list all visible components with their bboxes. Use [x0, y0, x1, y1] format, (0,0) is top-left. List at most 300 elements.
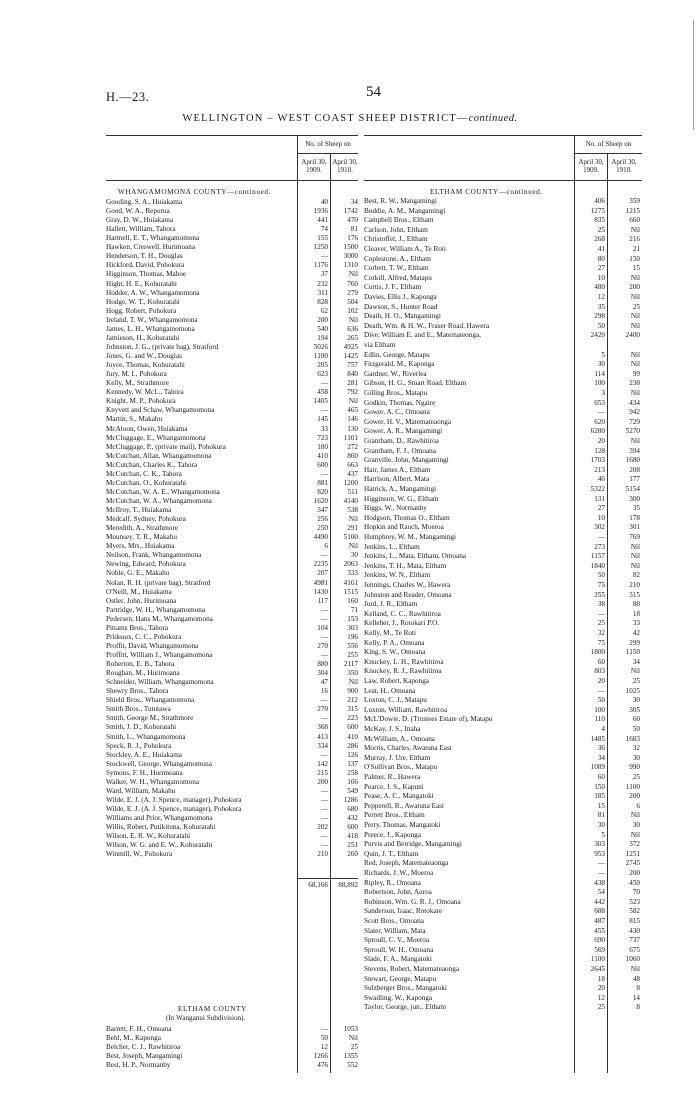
col-group-left: No. of Sheep on	[305, 140, 351, 148]
sheep-count-1910: 70	[632, 888, 640, 897]
table-row	[364, 495, 640, 504]
sheep-count-1910: 291	[347, 524, 358, 533]
owner-name: Smith, George M., Strathmore	[106, 714, 194, 723]
sheep-count-1909: 1100	[590, 955, 605, 964]
sheep-count-1910: 372	[629, 840, 640, 849]
sheep-count-1909: 1936	[313, 207, 328, 216]
owner-name: McCutchan, O., Kohuratahi	[106, 478, 187, 487]
table-row	[364, 514, 640, 523]
sheep-count-1910: 504	[347, 297, 358, 306]
sheep-count-1910: 5100	[343, 533, 358, 542]
owner-name: Hickford, David, Pohokura	[106, 261, 185, 270]
sheep-count-1910: 178	[629, 513, 640, 522]
sheep-count-1909: 620	[594, 417, 605, 426]
table-row	[364, 418, 640, 427]
sheep-count-1909: 200	[317, 315, 328, 324]
section-eltham: ELTHAM COUNTY	[178, 1005, 247, 1013]
sheep-count-1909: —	[320, 805, 328, 814]
owner-name: Symons, F. H., Hurimoana	[106, 768, 183, 777]
owner-name: Jones, G. and W., Douglas	[106, 352, 182, 361]
sheep-count-1910: 792	[347, 388, 358, 397]
owner-name: Jury, M. I., Pohokura	[106, 370, 167, 379]
table-row	[106, 633, 358, 642]
sheep-count-1910: 359	[629, 197, 640, 205]
owner-name: Kelly, M., Strathmore	[106, 379, 169, 388]
table-row	[106, 452, 358, 461]
sheep-count-1909: 413	[317, 732, 328, 741]
table-row	[106, 343, 358, 352]
sheep-count-1909: 50	[597, 571, 605, 580]
sheep-count-1909: 1250	[313, 243, 328, 252]
sheep-count-1910: 769	[629, 533, 640, 541]
sheep-count-1909: 75	[597, 638, 605, 647]
sheep-count-1909: 200	[317, 777, 328, 786]
sheep-count-1909: 953	[594, 849, 605, 858]
owner-name: via Eltham	[364, 341, 396, 349]
table-row	[106, 705, 358, 714]
col-1910-left: April 30, 1910.	[332, 158, 358, 174]
sheep-count-1909: 1275	[590, 206, 605, 215]
sheep-count-1909: —	[320, 696, 328, 705]
owner-name: Stockley, A. E., Huiakama	[106, 750, 182, 759]
owner-name: Ireland, T. W., Whangamomona	[106, 315, 198, 324]
sheep-count-1910: 1742	[343, 207, 358, 216]
sheep-count-1910: 315	[347, 705, 358, 714]
owner-name: Roughan, M., Hurimoana	[106, 669, 180, 678]
sheep-count-1910: 1200	[343, 478, 358, 487]
owner-name: Pedersen, Hans M., Whangamomona	[106, 614, 213, 623]
sheep-count-1909: 600	[317, 460, 328, 469]
total-1910: 88,892	[338, 881, 358, 889]
sheep-count-1909: —	[320, 551, 328, 560]
sheep-count-1910: 410	[347, 732, 358, 741]
owner-name: Smith Bros., Tututawa	[106, 705, 171, 714]
sheep-count-1910: 210	[629, 581, 640, 589]
sheep-count-1910: 552	[347, 1061, 358, 1070]
table-row	[106, 624, 358, 633]
sheep-count-1910: 14	[632, 993, 640, 1002]
page-title-main: WELLINGTON – WEST COAST SHEEP DISTRICT—	[182, 113, 469, 124]
sheep-count-1910: 757	[347, 361, 358, 370]
table-row	[106, 461, 358, 470]
sheep-count-1909: 441	[317, 216, 328, 225]
owner-name: Davies, Ellis J., Kaponga	[364, 293, 437, 301]
owner-name: Slater, William, Mata	[364, 926, 426, 935]
sheep-count-1909: 194	[317, 333, 328, 342]
owner-name: Schneider, William, Whangamomona	[106, 678, 214, 687]
owner-name: McIlroy, T., Huiakama	[106, 506, 172, 515]
sheep-count-1909: 5	[601, 350, 605, 359]
sheep-count-1909: 1100	[313, 352, 328, 361]
sheep-count-1910: 137	[347, 759, 358, 768]
sheep-count-1909: 688	[594, 907, 605, 916]
sheep-count-1910: Nil	[630, 542, 640, 551]
owner-name: Higginson, Thomas, Mahoe	[106, 270, 187, 279]
sheep-count-1909: 131	[594, 494, 605, 503]
table-row	[106, 787, 358, 796]
table-row	[364, 351, 640, 360]
sheep-count-1910: 212	[347, 696, 358, 705]
table-row	[106, 479, 358, 488]
owner-name: Knuckey, R. J., Rawhitiroa	[364, 667, 442, 676]
sheep-count-1910: Nil	[630, 389, 640, 397]
owner-name: Henderson, T. H., Douglas	[106, 252, 183, 261]
owner-name: Proffitt, William J., Whangamomona	[106, 651, 213, 659]
sheep-count-1909: 185	[594, 792, 605, 801]
owner-name: Ostler, John, Hurimoana	[106, 596, 177, 605]
table-row	[106, 760, 358, 769]
owner-name: Behl, M., Kaponga	[106, 1034, 161, 1043]
owner-name: McCluggage, P., (private mail), Pohokura	[106, 442, 226, 451]
owner-name: McCluggage, E., Whangamomona	[106, 433, 206, 442]
sheep-count-1910: 511	[347, 487, 358, 496]
sheep-count-1910: 2400	[625, 331, 640, 340]
sheep-count-1910: Nil	[348, 542, 358, 551]
sheep-count-1909: 74	[320, 225, 328, 234]
owner-name: James, L. H., Whangamomona	[106, 324, 195, 333]
table-row	[364, 370, 640, 379]
owner-name: Death, Wm. & H. W., Fraser Road, Hawera	[364, 321, 490, 330]
table-row	[364, 696, 640, 705]
sheep-count-1909: 4490	[313, 533, 328, 542]
sheep-count-1909: 368	[317, 723, 328, 732]
table-row	[106, 243, 358, 252]
table-row	[106, 687, 358, 696]
sheep-count-1909: 256	[317, 515, 328, 524]
table-row	[106, 714, 358, 723]
sheep-count-1910: Nil	[630, 350, 640, 359]
sheep-count-1909: 41	[597, 245, 605, 253]
sheep-count-1910: 1500	[343, 243, 358, 252]
sheep-count-1910: 272	[347, 442, 358, 451]
owner-name: Jenkins, W. N., Eltham	[364, 571, 431, 580]
table-row	[364, 485, 640, 494]
sheep-count-1910: 301	[629, 523, 640, 532]
sheep-count-1909: 100	[594, 705, 605, 714]
sheep-count-1910: 523	[629, 897, 640, 906]
sheep-count-1909: 268	[594, 235, 605, 244]
owner-name: Wilson, W. G. and E. W., Kohuratahi	[106, 841, 213, 850]
owner-name: Jenkins, L., Eltham	[364, 542, 420, 551]
owner-name: Luxton, William, Rawhitiroa	[364, 705, 448, 714]
sheep-count-1909: 480	[594, 283, 605, 292]
table-row	[106, 742, 358, 751]
sheep-count-1909: —	[320, 814, 328, 823]
table-row	[106, 733, 358, 742]
sheep-count-1909: 880	[317, 660, 328, 669]
sheep-count-1910: 1150	[625, 648, 640, 657]
sheep-count-1910: 30	[350, 551, 358, 560]
table-row	[106, 352, 358, 361]
owner-name: Gardner, W., Riverlea	[364, 369, 427, 378]
owner-name: McCutchan, W. A. E., Whangamomona	[106, 487, 220, 496]
table-row	[106, 415, 358, 424]
owner-name: Newing, Edward, Pohokura	[106, 560, 186, 569]
sheep-count-1910: 30	[632, 753, 640, 762]
sheep-count-1910: 418	[347, 832, 358, 841]
table-row	[364, 898, 640, 907]
owner-name: Roberton, E. B., Tahora	[106, 660, 175, 669]
table-row	[364, 917, 640, 926]
owner-name: McAloon, Owen, Huiakama	[106, 424, 188, 433]
owner-name: Christoffel, J., Eltham	[364, 235, 428, 244]
table-row	[364, 543, 640, 552]
sheep-count-1909: 690	[594, 936, 605, 945]
sheep-count-1910: 260	[347, 850, 358, 859]
sheep-count-1910: 71	[350, 605, 358, 614]
table-row	[364, 341, 640, 350]
sheep-count-1910: 1060	[625, 955, 640, 964]
sheep-count-1910: 33	[632, 619, 640, 628]
owner-name: Wilde, E. J. (A. J. Spence, manager), Pohokura	[106, 805, 242, 814]
table-row	[106, 234, 358, 243]
sheep-count-1910: 1310	[343, 261, 358, 270]
owner-name: Cleaver, William A., Te Roti	[364, 245, 446, 253]
sheep-count-1909: 46	[597, 475, 605, 484]
owner-name: Gilling Bros., Matapu	[364, 389, 428, 397]
sheep-count-1909: 81	[597, 811, 605, 820]
owner-name: Perry, Thomas, Mangatoki	[364, 821, 441, 829]
sheep-count-1909: 142	[317, 759, 328, 768]
table-row	[364, 581, 640, 590]
owner-name: Perrett Bros., Eltham	[364, 811, 425, 820]
table-row	[364, 706, 640, 715]
sheep-count-1910: 3000	[343, 252, 358, 261]
table-row	[106, 397, 358, 406]
owner-name: Good, W. A., Reporua	[106, 207, 170, 216]
owner-name: Johnston, J. G., (private bag), Stratford	[106, 342, 219, 351]
owner-name: Speck, R. J., Pohokura	[106, 741, 172, 750]
owner-name: Partridge, W. H., Whangamomona	[106, 605, 206, 614]
sheep-count-1909: 334	[317, 741, 328, 750]
table-row	[106, 1061, 358, 1070]
sheep-count-1909: 4	[601, 725, 605, 733]
sheep-count-1910: 860	[347, 451, 358, 460]
sheep-count-1910: 4161	[343, 578, 358, 587]
sheep-count-1909: 16	[320, 687, 328, 696]
owner-name: Slade, F. A., Mangatoki	[364, 955, 432, 964]
sheep-count-1909: 18	[597, 974, 605, 983]
sheep-count-1910: 8	[636, 1003, 640, 1012]
sheep-count-1910: 660	[629, 216, 640, 225]
sheep-count-1910: 258	[347, 768, 358, 777]
sheep-count-1909: 207	[317, 569, 328, 578]
sheep-count-1909: 110	[594, 715, 605, 724]
owner-name: Stewart, George, Matapu	[364, 974, 437, 983]
sheep-count-1910: 299	[629, 638, 640, 647]
table-row	[106, 280, 358, 289]
owner-name: Gibson, H. G., Stuart Road, Eltham	[364, 379, 467, 388]
sheep-count-1909: 128	[594, 446, 605, 455]
table-row	[364, 994, 640, 1003]
sheep-count-1910: Nil	[630, 811, 640, 820]
sheep-count-1910: Nil	[348, 270, 358, 279]
table-row	[364, 783, 640, 792]
sheep-count-1910: 1215	[625, 206, 640, 215]
table-row	[364, 965, 640, 974]
sheep-count-1910: 34	[350, 198, 358, 206]
owner-name: McCutchan, Charles K., Tahora	[106, 460, 198, 469]
table-row	[364, 226, 640, 235]
sheep-count-1909: 50	[597, 696, 605, 705]
owner-name: Jenkins, T. H., Mata, Eltham	[364, 561, 447, 570]
sheep-count-1910: Nil	[630, 667, 640, 676]
sheep-count-1909: 232	[317, 279, 328, 288]
sheep-count-1910: 251	[347, 841, 358, 850]
table-row	[364, 907, 640, 916]
table-row	[106, 1034, 358, 1043]
sheep-count-1910: 430	[629, 926, 640, 935]
sheep-count-1909: 205	[317, 361, 328, 370]
sheep-count-1909: 5026	[313, 342, 328, 351]
table-row	[106, 225, 358, 234]
sheep-count-1910: 25	[632, 677, 640, 685]
sheep-count-1910: 815	[629, 917, 640, 925]
sheep-count-1909: —	[320, 841, 328, 850]
sheep-count-1909: 476	[317, 1061, 328, 1070]
table-row	[364, 437, 640, 446]
owner-name: McKay, J. S., Inaha	[364, 725, 421, 733]
sheep-count-1910: 1101	[343, 433, 358, 442]
table-row	[364, 648, 640, 657]
table-row	[106, 805, 358, 814]
table-row	[106, 1043, 358, 1052]
sheep-count-1909: 1157	[590, 552, 605, 561]
owner-name: Curtis, J. F., Eltham	[364, 283, 422, 292]
sheep-count-1909: 25	[597, 1003, 605, 1012]
sheep-count-1910: 1053	[343, 1025, 358, 1033]
table-row	[364, 274, 640, 283]
sheep-count-1909: —	[320, 614, 328, 623]
table-row	[364, 303, 640, 312]
owner-name: Wilson, E. R. W., Kohuratahi	[106, 832, 191, 841]
sheep-count-1909: 2645	[590, 965, 605, 973]
sheep-count-1910: 200	[629, 792, 640, 801]
sheep-count-1909: 145	[317, 415, 328, 424]
sheep-count-1910: 1286	[343, 795, 358, 804]
table-row	[364, 754, 640, 763]
owner-name: Hartnell, E. T., Whangamomona	[106, 234, 200, 243]
table-row	[106, 832, 358, 841]
owner-name: Fitzgerald, M., Kaponga	[364, 360, 435, 369]
section-whangamomona: WHANGAMOMONA COUNTY—continued.	[118, 188, 271, 196]
sheep-count-1909: 723	[317, 433, 328, 442]
owner-name: Pearce, J. S., Kapuni	[364, 782, 424, 791]
owner-name: Sproull, W. H., Omoana	[364, 945, 434, 954]
col-1909-left: April 30, 1909.	[301, 158, 327, 174]
owner-name: Richards, J. W., Moeroa	[364, 869, 434, 877]
sheep-count-1910: 18	[632, 609, 640, 618]
owner-name: Proffit, David, Whangamomona	[106, 641, 199, 650]
sheep-count-1909: 80	[597, 254, 605, 263]
table-row	[364, 312, 640, 321]
sheep-count-1909: 150	[594, 782, 605, 791]
table-row	[364, 235, 640, 244]
page-number: 54	[366, 84, 381, 100]
owner-name: Jennings, Charles W., Hawera	[364, 581, 451, 589]
sheep-count-1910: 153	[347, 614, 358, 623]
table-row	[106, 252, 358, 261]
sheep-count-1909: 3	[601, 389, 605, 397]
owner-name: Williams and Prior, Whangamomona	[106, 814, 213, 823]
owner-name: Granville, John, Mangamingi	[364, 456, 449, 465]
sheep-count-1909: 4981	[313, 578, 328, 587]
owner-name: Myers, Mrs., Huiakama	[106, 542, 175, 551]
table-row	[106, 425, 358, 434]
table-row	[106, 370, 358, 379]
owner-name: Boddie, A. M., Mangamingi	[364, 206, 446, 215]
sheep-count-1909: —	[597, 859, 605, 868]
table-row	[106, 198, 358, 207]
owner-name: Pease, A. C., Mangatoki	[364, 792, 434, 801]
owner-name: Gooding, S. A., Huiakama	[106, 198, 183, 206]
owner-name: Pepperell, R., Awatuna East	[364, 801, 444, 810]
sheep-count-1910: 1025	[625, 686, 640, 695]
sheep-count-1909: 37	[320, 270, 328, 279]
table-row	[106, 1052, 358, 1061]
owner-name: Pittams Bros., Tahora	[106, 623, 169, 632]
table-row	[106, 470, 358, 479]
section-eltham-subdivision: (In Wanganui Subdivision).	[166, 1014, 246, 1022]
sheep-count-1910: 50	[632, 725, 640, 733]
owner-name: Luxton, C. J., Matapu	[364, 696, 427, 705]
table-row	[364, 840, 640, 849]
table-row	[364, 677, 640, 686]
sheep-count-1910: 315	[629, 590, 640, 599]
sheep-count-1909: —	[320, 832, 328, 841]
sheep-count-1910: Nil	[630, 225, 640, 234]
sheep-count-1909: —	[597, 408, 605, 417]
sheep-count-1910: 305	[629, 705, 640, 714]
owner-name: Purvis and Berridge, Mangamingi	[364, 840, 462, 849]
owner-name: McCutchan, W. A., Whangamomona	[106, 496, 212, 505]
sheep-count-1910: 1425	[343, 352, 358, 361]
table-row	[106, 497, 358, 506]
sheep-count-1909: 27	[597, 264, 605, 273]
owner-name: Jurd, J. R., Eltham	[364, 600, 418, 609]
sheep-count-1909: 1840	[590, 561, 605, 570]
sheep-count-1910: 176	[347, 234, 358, 243]
table-row	[364, 610, 640, 619]
sheep-count-1910: 265	[347, 333, 358, 342]
sheep-count-1909: 487	[594, 917, 605, 925]
sheep-count-1909: 100	[594, 379, 605, 388]
rule-head-right	[364, 180, 642, 181]
owner-name: Dive, William E. and E., Matemateonga,	[364, 331, 481, 340]
table-row	[364, 562, 640, 571]
owner-name: Kelly, P. A., Omoana	[364, 638, 425, 647]
sheep-count-1910: 300	[629, 494, 640, 503]
sheep-count-1909: —	[320, 750, 328, 759]
sheep-count-1909: —	[320, 469, 328, 478]
table-row	[106, 579, 358, 588]
sheep-count-1910: Nil	[630, 552, 640, 561]
sheep-count-1909: 311	[317, 288, 328, 297]
owner-name: McCutchan, Allan, Whangamomona	[106, 451, 212, 460]
owner-name: Quin, J. T., Eltham	[364, 849, 419, 858]
owner-name: Hogg, Robert, Pohokura	[106, 306, 177, 315]
sheep-count-1909: 215	[317, 768, 328, 777]
owner-name: Higginson, W. G., Eltham	[364, 494, 439, 503]
table-row	[364, 792, 640, 801]
owner-name: Morris, Charles, Awatuna East	[364, 744, 452, 753]
sheep-count-1909: 12	[597, 293, 605, 301]
sheep-count-1909: 1485	[590, 734, 605, 743]
sheep-count-1910: 432	[347, 814, 358, 823]
sheep-count-1909: 36	[597, 744, 605, 753]
sheep-count-1910: 2745	[625, 859, 640, 868]
owner-name: Kennedy, W. McL., Tahora	[106, 388, 184, 397]
